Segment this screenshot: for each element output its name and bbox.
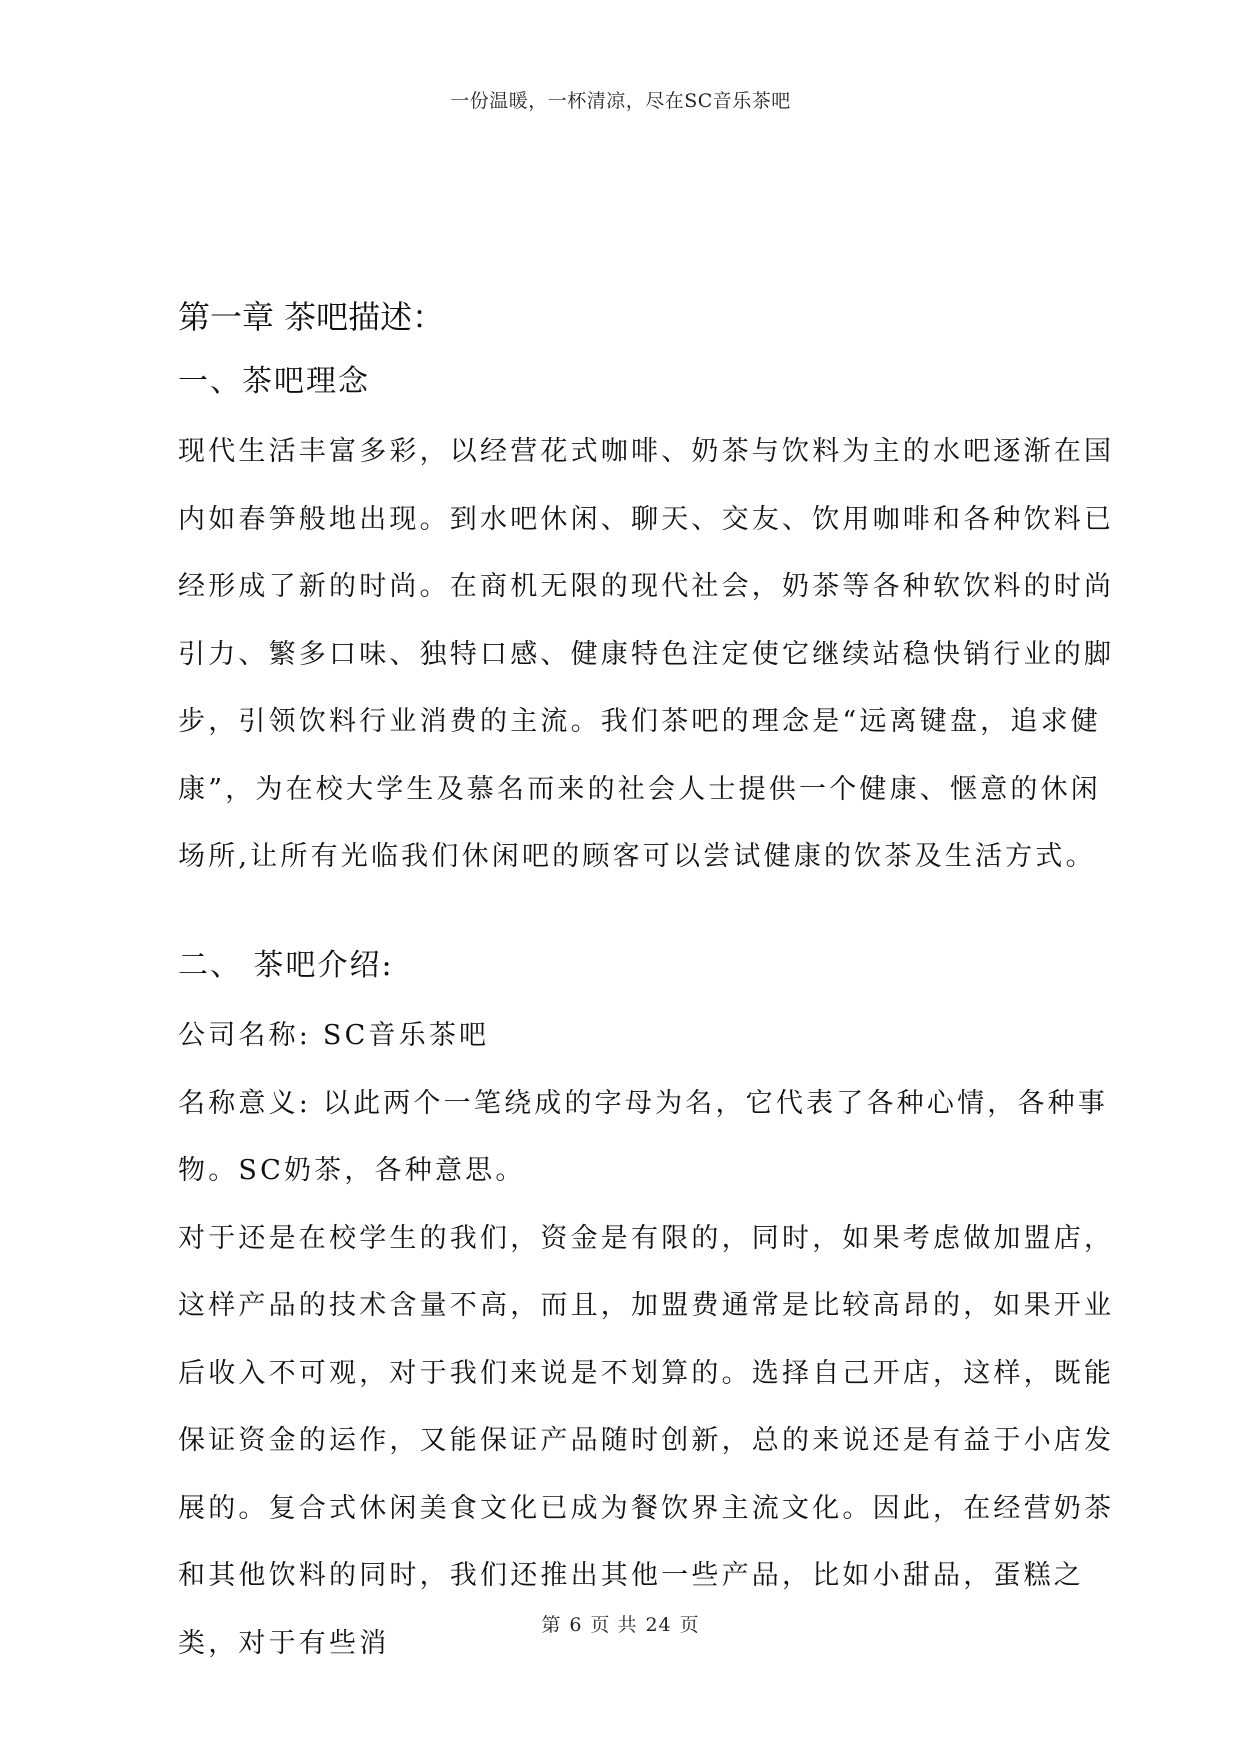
section-title-concept: 一、茶吧理念 [178, 364, 370, 399]
company-name-line: 公司名称: SC音乐茶吧 [178, 1020, 490, 1051]
page-header: 一份温暖，一杯清凉，尽在SC音乐茶吧 [450, 90, 791, 112]
introduction-paragraph: 对于还是在校学生的我们，资金是有限的，同时，如果考虑做加盟店，这样产品的技术含量不高，而且，加盟费通常是比较高昂的，如果开业后收入不可观，对于我们来说是不划算的。选择自己开店，这样，既能保证资金的运作，又能保证产品随时创新，总的来说还是有益于小店发展的。复合式休闲美食文化已成为餐饮界主流文化。因此，在经营奶茶和其他饮料的同时，我们还推出其他一些产品，比如小甜品，蛋糕之类，对于有些消 [178, 1222, 1115, 1659]
footer-prefix: 第 [541, 1614, 562, 1636]
page-footer [0, 1610, 1241, 1637]
footer-total-pages: 24 [645, 1614, 672, 1636]
footer-page-number: 6 [569, 1614, 583, 1636]
chapter-title: 第一章 茶吧描述： [178, 298, 445, 336]
footer-suffix: 页 [679, 1614, 700, 1636]
introduction-body [178, 1002, 1118, 1677]
concept-paragraph: 现代生活丰富多彩，以经营花式咖啡、奶茶与饮料为主的水吧逐渐在国内如春笋般地出现。到水吧休闲、聊天、交友、饮用咖啡和各种饮料已经形成了新的时尚。在商机无限的现代社会，奶茶等各种软饮料的时尚引力、繁多口味、独特口感、健康特色注定使它继续站稳快销行业的脚步，引领饮料行业消费的主流。我们茶吧的理念是“远离键盘，追求健康”，为在校大学生及慕名而来的社会人士提供一个健康、惬意的休闲场所,让所有光临我们休闲吧的顾客可以尝试健康的饮茶及生活方式。 [178, 436, 1115, 872]
section-title-introduction: 二、 茶吧介绍: [178, 948, 394, 983]
name-meaning-line: 名称意义: 以此两个一笔绕成的字母为名，它代表了各种心情，各种事物。SC奶茶，各种意思。 [178, 1087, 1109, 1186]
footer-middle: 页 共 [590, 1614, 638, 1636]
